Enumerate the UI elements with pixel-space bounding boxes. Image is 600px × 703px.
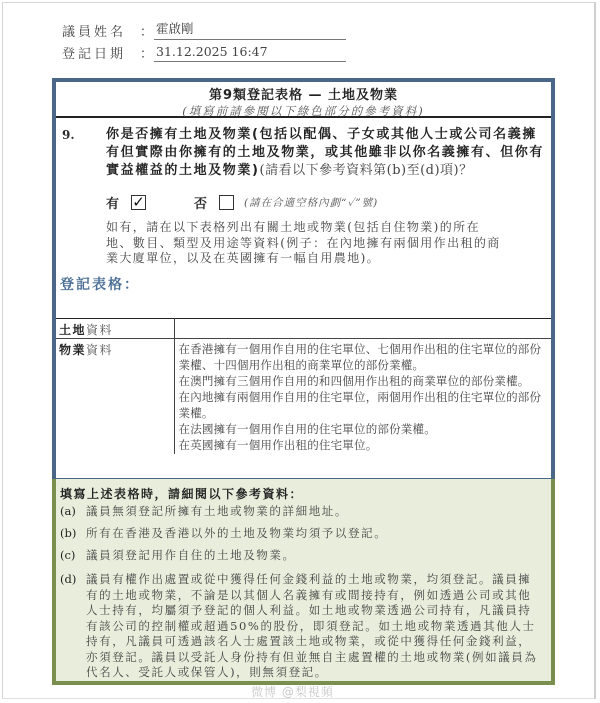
item-text: 議員無須登記所擁有土地或物業的詳細地址。 <box>86 504 348 518</box>
form-subtitle: (填寫前請參閱以下綠色部分的參考資料) <box>182 104 425 118</box>
table-row-property <box>56 339 551 455</box>
reference-item-c <box>56 548 551 570</box>
member-name-label: 議員姓名 <box>62 25 127 40</box>
document-page <box>2 2 596 699</box>
property-line-mainland: 在內地擁有兩個用作自用的住宅單位，兩個用作出租的住宅單位的部份業權。 <box>178 390 542 420</box>
item-text: 議員有權作出處置或從中獲得任何金錢利益的土地或物業，均須登記。議員擁有的土地或物業，不論是以其個人名義擁有或間接持有，例如透過公司或其他人士持有，均屬須予登記的個人利益。如土地或物業透過公司持有，凡議員持有該公司的控制權或超過50%的股份，即須登記。如土地或物業透過其他人士持有，凡議員可透過該名人士處置該土地或物業，或從中獲得任何金錢利益，亦須登記。議員以受託人身份持有但並無自主處置權的土地或物業(例如議員為代名人、受託人或保管人)，則無須登記。 <box>86 572 538 679</box>
reference-notes <box>52 479 555 685</box>
answer-yes-label: 有 <box>106 196 120 212</box>
table-row-land <box>56 319 551 339</box>
question-main: 你是否擁有土地及物業(包括以配偶、子女或其他人士或公司名義擁有但實際由你擁有的土地及物業，或其他雖非以你名義擁有、但你有實益權益的土地及物業) <box>106 127 545 178</box>
land-label <box>56 319 174 339</box>
instruction-text: 如有，請在以下表格列出有關土地或物業(包括自住物業)的所在地、數目、類型及用途等資料(例子：在內地擁有兩個用作出租的商業大廈單位，以及在英國擁有一幅自用農地)。 <box>106 220 501 265</box>
land-label-bold: 土地 <box>59 323 87 337</box>
property-label-light: 資料 <box>86 343 114 357</box>
registration-form <box>52 78 555 482</box>
property-line-uk: 在英國擁有一個用作出租的住宅單位。 <box>178 438 378 452</box>
property-line-france: 在法國擁有一個用作自用的住宅單位的部份業權。 <box>178 422 436 436</box>
form-title: 第9類登記表格 — 土地及物業 <box>208 88 399 103</box>
land-value <box>174 319 551 339</box>
reference-heading: 填寫上述表格時，請細閱以下參考資料： <box>60 487 304 501</box>
property-value <box>174 339 551 455</box>
land-label-light: 資料 <box>86 323 114 337</box>
item-text: 議員須登記用作自住的土地及物業。 <box>86 548 296 562</box>
property-label-bold: 物業 <box>59 343 87 357</box>
property-line-macau: 在澳門擁有三個用作自用的和四個用作出租的商業單位的部份業權。 <box>178 374 530 388</box>
item-letter: (c) <box>60 548 76 562</box>
property-line-hk: 在香港擁有一個用作自用的住宅單位、七個用作出租的住宅單位的部份業權、十四個用作出租的商業單位的部份業權。 <box>178 342 542 372</box>
property-label <box>56 339 174 455</box>
registration-table <box>56 318 551 454</box>
colon: ： <box>140 47 154 62</box>
answer-no-checkbox[interactable] <box>219 195 234 210</box>
registration-date-value: 31.12.2025 16:47 <box>154 44 346 62</box>
question-text <box>106 126 546 180</box>
member-name-value: 霍啟剛 <box>154 19 346 40</box>
member-name-row <box>62 19 346 40</box>
answer-hint: (請在合適空格內劃“✓”號) <box>244 196 379 209</box>
colon: ： <box>140 25 154 40</box>
item-text: 所有在香港及香港以外的土地及物業均須予以登記。 <box>86 526 388 540</box>
watermark: 微博 @梨視頻 <box>251 685 334 699</box>
answer-row <box>56 180 551 214</box>
item-letter: (d) <box>60 572 77 586</box>
question-reference: (請看以下參考資料第(b)至(d)項)？ <box>259 163 473 178</box>
reference-item-a <box>56 504 551 526</box>
registration-date-label: 登記日期 <box>62 47 127 62</box>
item-letter: (a) <box>60 504 76 518</box>
item-letter: (b) <box>60 526 77 540</box>
reference-item-b <box>56 526 551 548</box>
question-9 <box>56 118 551 180</box>
registration-date-row <box>62 43 346 62</box>
registration-heading: 登記表格： <box>60 276 140 293</box>
reference-item-d <box>56 572 551 681</box>
form-header <box>56 82 551 118</box>
answer-yes-checkbox[interactable]: ✓ <box>132 192 145 211</box>
question-number: 9. <box>62 128 75 142</box>
answer-no-label: 否 <box>194 196 208 212</box>
